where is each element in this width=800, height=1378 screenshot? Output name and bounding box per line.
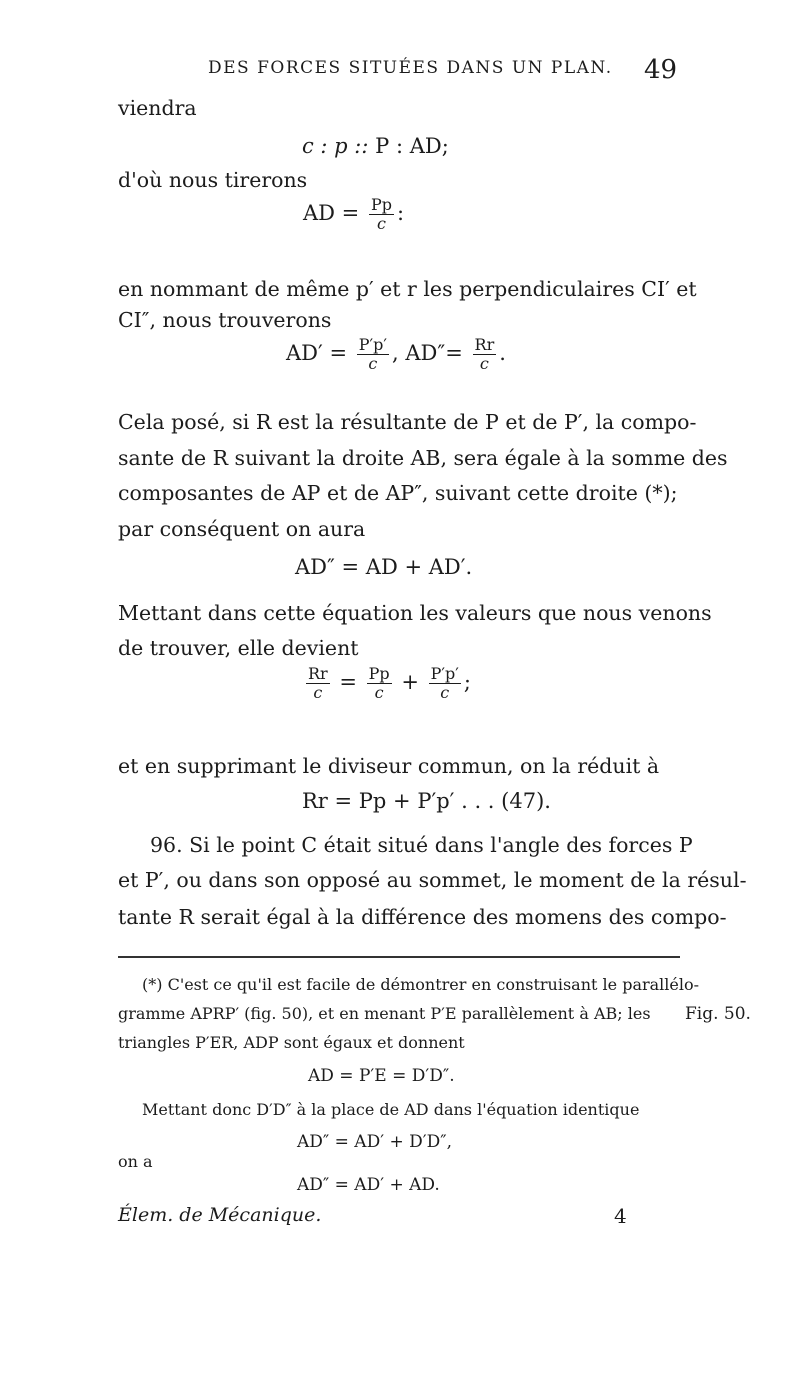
text-line: viendra xyxy=(118,96,197,120)
running-header: DES FORCES SITUÉES DANS UN PLAN. xyxy=(208,58,613,78)
text-line: de trouver, elle devient xyxy=(118,636,359,660)
equation-ad: AD = $\frac{Pp}{c}$ : xyxy=(303,195,405,234)
text-line: CI″, nous trouverons xyxy=(118,308,332,332)
text-line: tante R serait égal à la différence des momens des compo- xyxy=(118,905,727,929)
signature-number: 4 xyxy=(614,1204,627,1228)
text-line: et P′, ou dans son opposé au sommet, le moment de la résul- xyxy=(118,868,747,892)
text-line: Cela posé, si R est la résultante de P et de P′, la compo- xyxy=(118,410,697,434)
equation-moments: $\frac{Rr}{c}$ = $\frac{Pp}{c}$ + $\frac{P'p'}{c}$ ; xyxy=(308,664,471,703)
page-number: 49 xyxy=(644,55,678,85)
text-line: d'où nous tirerons xyxy=(118,168,308,192)
text-line: sante de R suivant la droite AB, sera égale à la somme des xyxy=(118,446,728,470)
equation-47: Rr = Pp + P′p′ . . . (47). xyxy=(302,789,551,813)
footnote-equation: AD″ = AD′ + D′D″, xyxy=(297,1132,453,1152)
text-line: Mettant dans cette équation les valeurs que nous venons xyxy=(118,601,712,625)
footnote-line: gramme APRP′ (fig. 50), et en menant P′E parallèlement à AB; les xyxy=(118,1004,651,1023)
footnote-line: (*) C'est ce qu'il est facile de démontrer en construisant le parallélo- xyxy=(142,975,700,994)
text-line: par conséquent on aura xyxy=(118,517,366,541)
text-line: 96. Si le point C était situé dans l'angle des forces P xyxy=(150,833,693,857)
footnote-rule xyxy=(118,956,680,958)
equation-sum: AD″ = AD + AD′. xyxy=(295,555,473,579)
signature-mark: Élem. de Mécanique. xyxy=(118,1204,322,1226)
footnote-equation: AD″ = AD′ + AD. xyxy=(297,1175,440,1195)
text-line: composantes de AP et de AP″, suivant cette droite (*); xyxy=(118,481,678,505)
footnote-equation: AD = P′E = D′D″. xyxy=(308,1066,455,1086)
text-line: et en supprimant le diviseur commun, on la réduit à xyxy=(118,754,660,778)
margin-figure-ref: Fig. 50. xyxy=(685,1004,751,1024)
equation-ad-prime: AD′ = $\frac{P'p'}{c}$ , AD″= $\frac{Rr}{c}$ . xyxy=(286,335,506,374)
footnote-line: Mettant donc D′D″ à la place de AD dans l'équation identique xyxy=(142,1100,640,1119)
footnote-line: on a xyxy=(118,1152,153,1171)
text-line: en nommant de même p′ et r les perpendiculaires CI′ et xyxy=(118,277,697,301)
proportion-equation: c : p :: P : AD; xyxy=(302,134,449,158)
footnote-line: triangles P′ER, ADP sont égaux et donnent xyxy=(118,1033,465,1052)
